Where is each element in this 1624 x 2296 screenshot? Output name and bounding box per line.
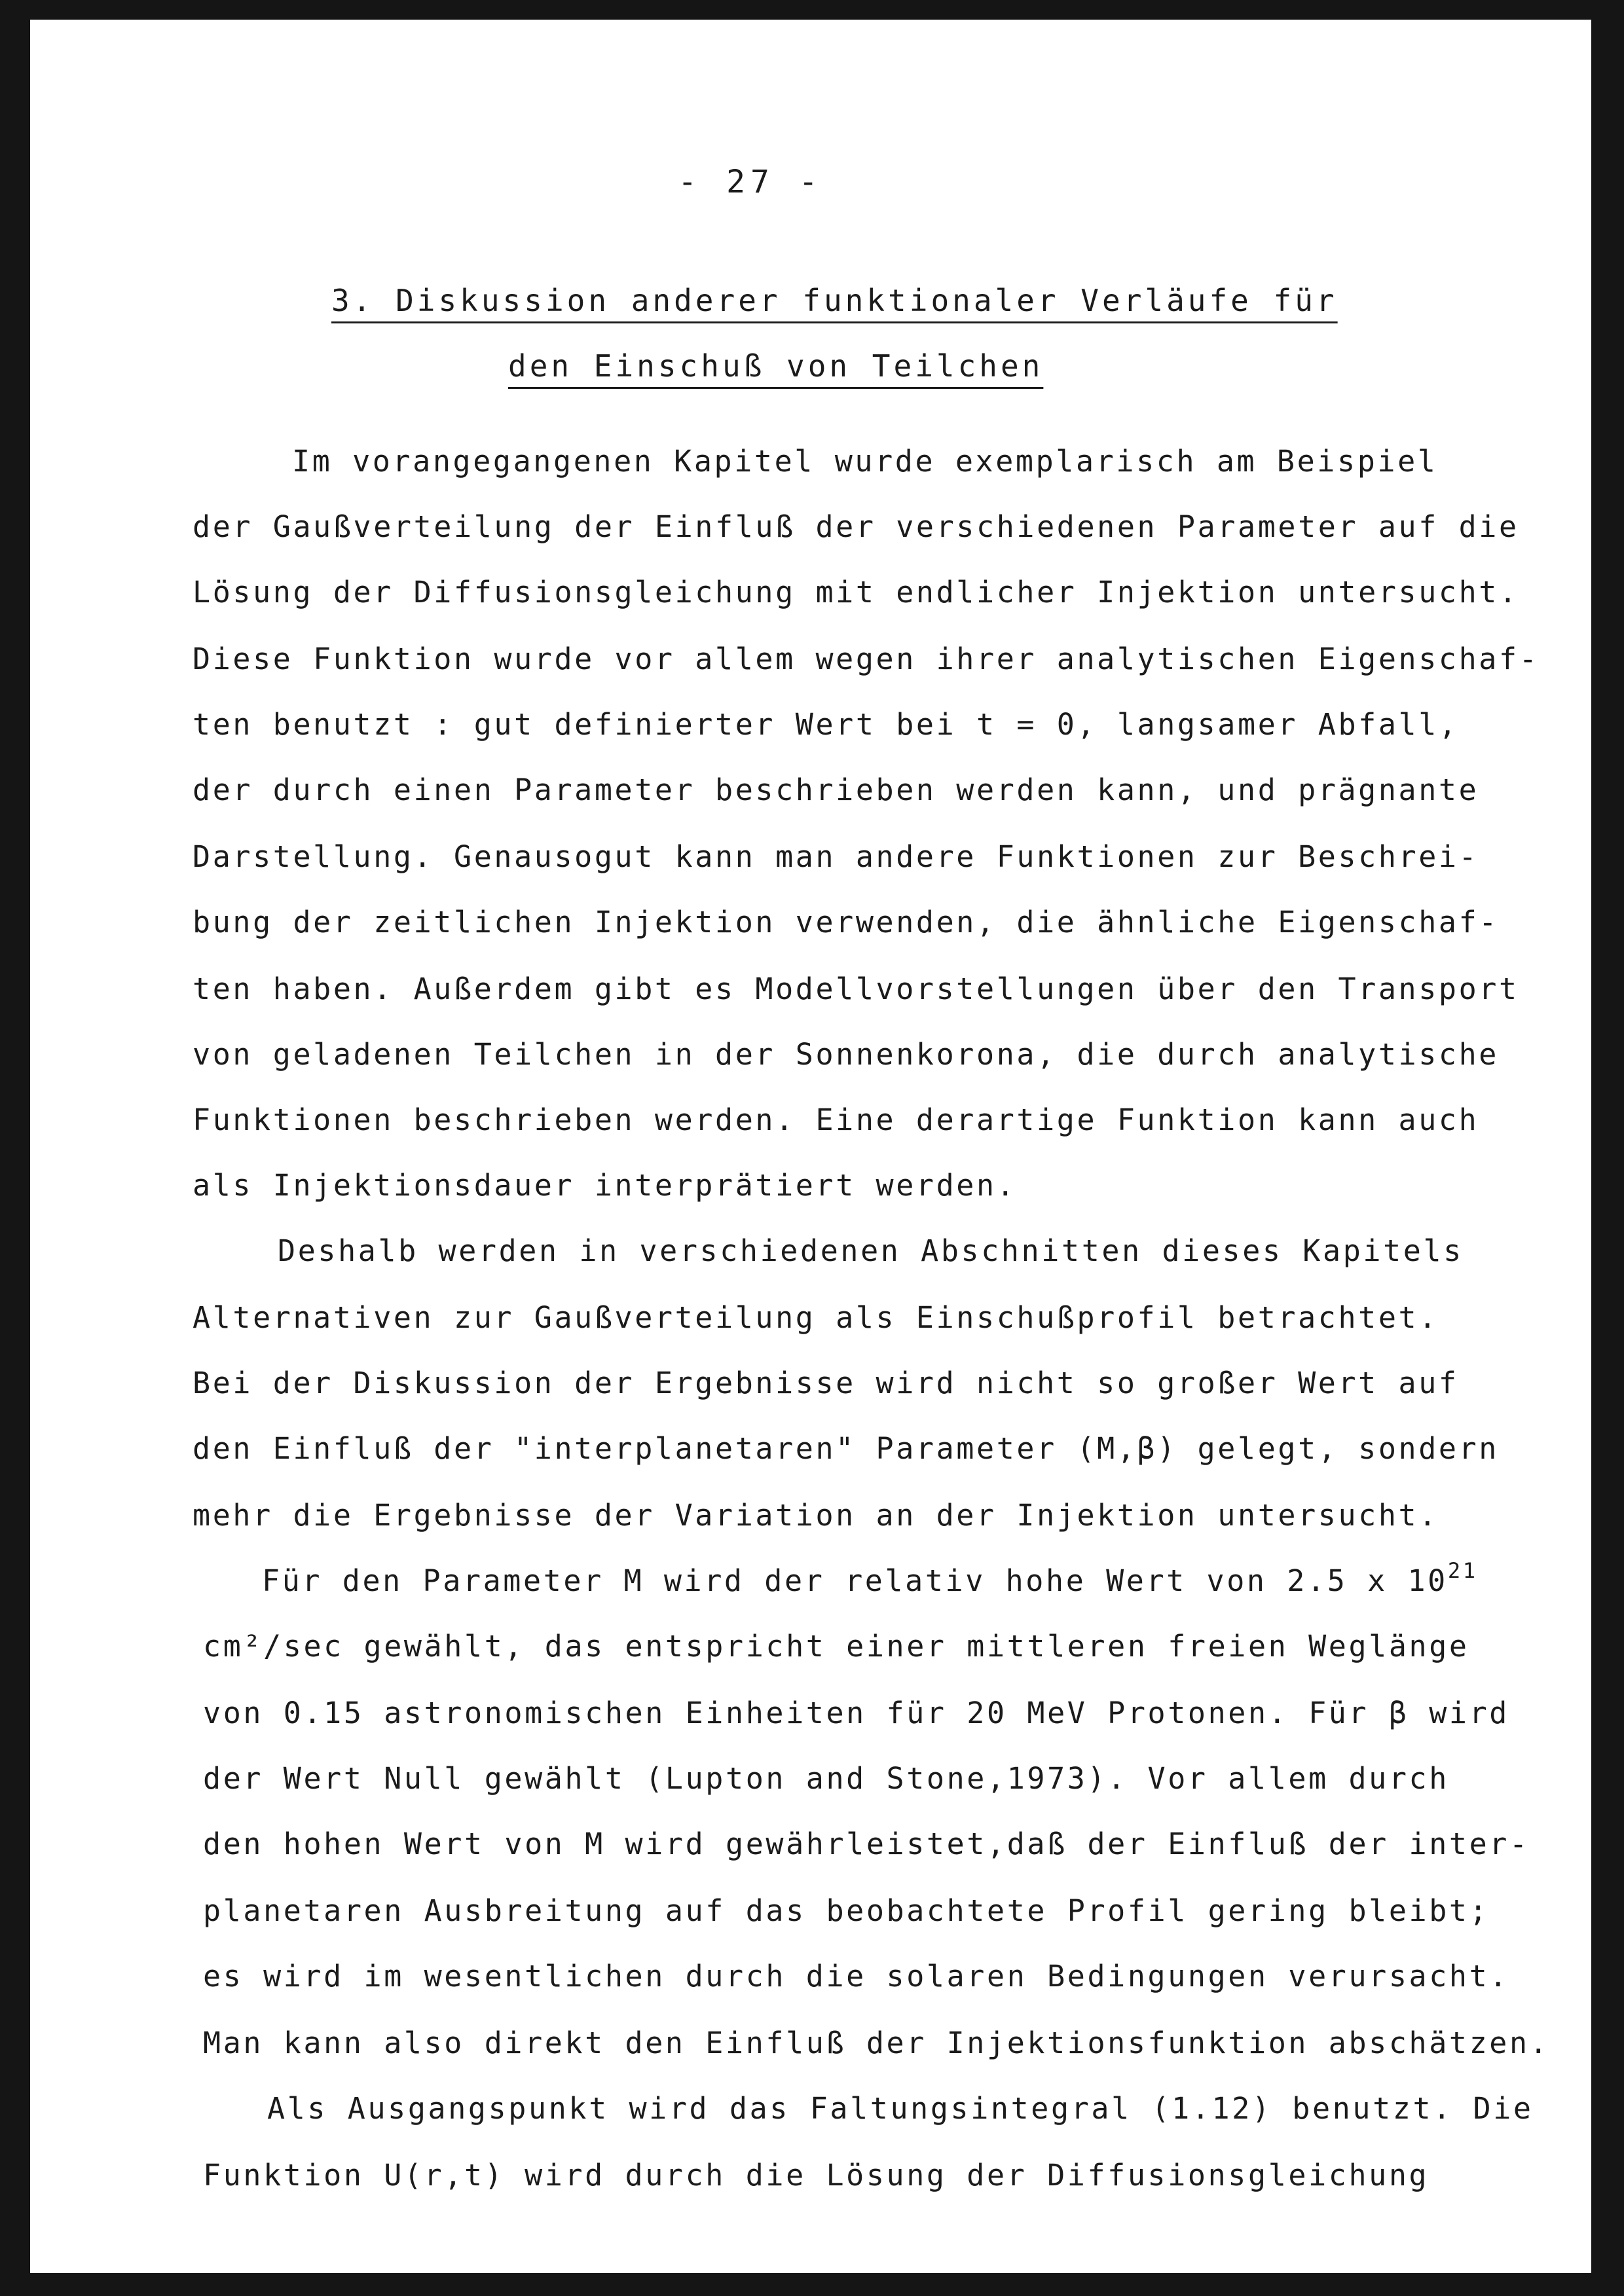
text-line: den Einfluß der "interplanetaren" Parameter (M,β) gelegt, sondern	[193, 1431, 1499, 1466]
text-line: es wird im wesentlichen durch die solaren Bedingungen verursacht.	[203, 1959, 1509, 1994]
section-heading-line-2: den Einschuß von Teilchen	[508, 348, 1044, 384]
text-line: von 0.15 astronomischen Einheiten für 20 MeV Protonen. Für β wird	[203, 1696, 1509, 1730]
text-line: den hohen Wert von M wird gewährleistet,daß der Einfluß der inter-	[203, 1827, 1530, 1861]
text-line: von geladenen Teilchen in der Sonnenkorona, die durch analytische	[193, 1037, 1499, 1072]
document-page	[30, 20, 1591, 2273]
text-line: Diese Funktion wurde vor allem wegen ihrer analytischen Eigenschaf-	[193, 642, 1540, 676]
text-line: Funktion U(r,t) wird durch die Lösung der Diffusionsgleichung	[203, 2158, 1430, 2193]
text-line: Funktionen beschrieben werden. Eine derartige Funktion kann auch	[193, 1102, 1479, 1137]
text-line: bung der zeitlichen Injektion verwenden, die ähnliche Eigenschaf-	[193, 905, 1499, 939]
text-line: Im vorangegangenen Kapitel wurde exemplarisch am Beispiel	[292, 444, 1438, 479]
text-line: Für den Parameter M wird der relativ hohe Wert von 2.5 x 10	[262, 1563, 1448, 1598]
text-line: als Injektionsdauer interprätiert werden.	[193, 1168, 1017, 1203]
section-heading-line-1: 3. Diskussion anderer funktionaler Verläufe für	[331, 283, 1338, 318]
text-line: der Gaußverteilung der Einfluß der verschiedenen Parameter auf die	[193, 509, 1519, 544]
text-line: Man kann also direkt den Einfluß der Injektionsfunktion abschätzen.	[203, 2026, 1550, 2060]
text-line: Alternativen zur Gaußverteilung als Einschußprofil betrachtet.	[193, 1300, 1439, 1335]
exponent: 21	[1447, 1558, 1478, 1583]
text-line: der durch einen Parameter beschrieben werden kann, und prägnante	[193, 773, 1479, 807]
text-line: cm²/sec gewählt, das entspricht einer mittleren freien Weglänge	[203, 1629, 1469, 1664]
text-line-with-exponent	[262, 1558, 1478, 1598]
text-line: Als Ausgangspunkt wird das Faltungsintegral (1.12) benutzt. Die	[267, 2091, 1534, 2126]
text-line: Deshalb werden in verschiedenen Abschnitten dieses Kapitels	[278, 1233, 1464, 1268]
text-line: Lösung der Diffusionsgleichung mit endlicher Injektion untersucht.	[193, 575, 1519, 610]
text-line: Bei der Diskussion der Ergebnisse wird nicht so großer Wert auf	[193, 1366, 1459, 1400]
text-line: Darstellung. Genausogut kann man andere Funktionen zur Beschrei-	[193, 839, 1479, 874]
text-line: mehr die Ergebnisse der Variation an der Injektion untersucht.	[193, 1498, 1439, 1533]
text-line: ten benutzt : gut definierter Wert bei t = 0, langsamer Abfall,	[193, 707, 1459, 742]
text-line: der Wert Null gewählt (Lupton and Stone,1973). Vor allem durch	[203, 1761, 1449, 1796]
text-line: planetaren Ausbreitung auf das beobachtete Profil gering bleibt;	[203, 1893, 1490, 1928]
text-line: ten haben. Außerdem gibt es Modellvorstellungen über den Transport	[193, 972, 1519, 1006]
page-number: - 27 -	[678, 164, 823, 200]
